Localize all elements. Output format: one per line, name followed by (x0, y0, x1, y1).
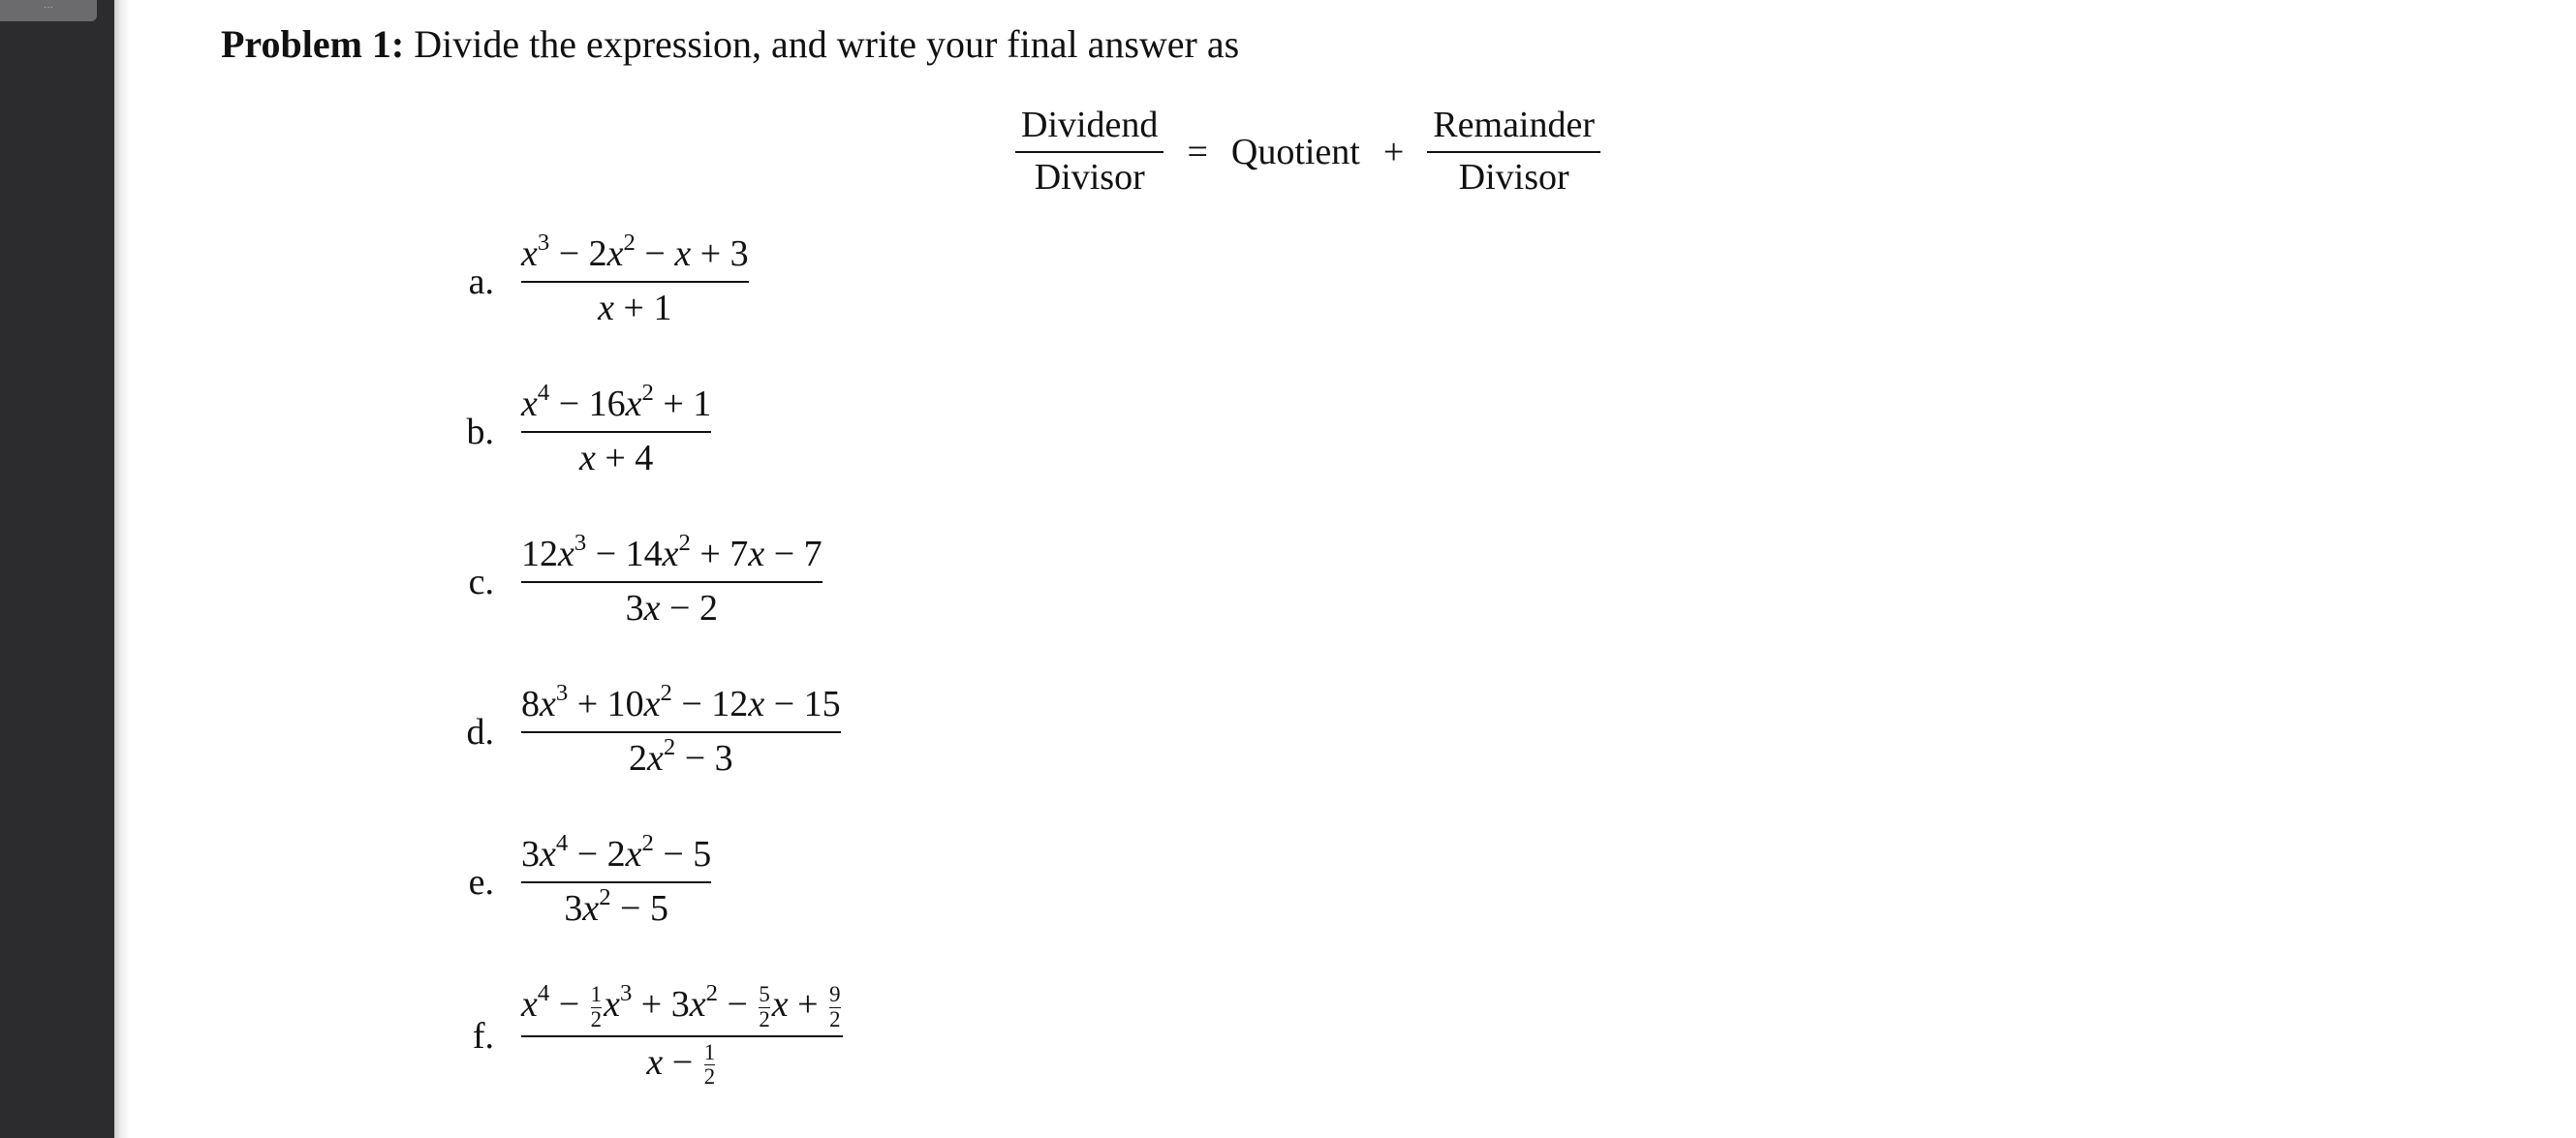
problem-item-b (436, 379, 712, 480)
equals-sign: = (1187, 131, 1208, 172)
expression-fraction: $\frac{3x^4 - 2x^2 - 5}{3x^2 - 5}$ (521, 829, 712, 929)
expression-fraction: $\frac{12x^3 - 14x^2 + 7x - 7}{3x - 2}$ (521, 529, 822, 629)
expression-fraction: $\frac{8x^3 + 10x^2 - 12x - 15}{2x^2 - 3}$ (521, 679, 841, 779)
problem-item-f (436, 979, 843, 1090)
item-label: a. (468, 261, 494, 302)
problem-item-c (436, 529, 822, 631)
item-label: b. (466, 411, 494, 452)
sidebar-tab[interactable]: ··· (0, 0, 97, 21)
expression-fraction: $\frac{x^3 - 2x^2 - x + 3}{x + 1}$ (521, 229, 749, 328)
dividend-over-divisor: $\frac{\text{Dividend}}{\text{Divisor}}$ (1015, 105, 1164, 199)
problem-instruction: Divide the expression, and write your final answer as (414, 22, 1240, 66)
division-definition (1015, 105, 1600, 199)
item-label: d. (466, 711, 494, 753)
item-label: c. (468, 561, 494, 602)
expression-fraction: $\frac{x^4 - 16x^2 + 1}{x + 4}$ (521, 379, 712, 478)
plus-sign: + (1382, 131, 1405, 172)
problem-item-a (436, 229, 749, 330)
quotient-term: Quotient (1230, 131, 1360, 172)
problem-item-e (436, 829, 712, 931)
item-label: f. (472, 1015, 494, 1057)
problem-heading (221, 21, 1239, 67)
problem-item-d (436, 679, 841, 781)
item-label: e. (468, 861, 494, 903)
viewer-sidebar (0, 0, 114, 1138)
expression-fraction: $x^4$ − $\frac{1}{2}$ $x^3 + 3x^2$ − $\frac{5}{2}$ x + $\frac{9}{2}$ x − $\frac{1}{2}$ (521, 979, 841, 1090)
page-edge (114, 0, 130, 1138)
remainder-over-divisor: $\frac{\text{Remainder}}{\text{Divisor}}$ (1427, 105, 1600, 199)
problem-label: Problem 1: (221, 22, 405, 66)
